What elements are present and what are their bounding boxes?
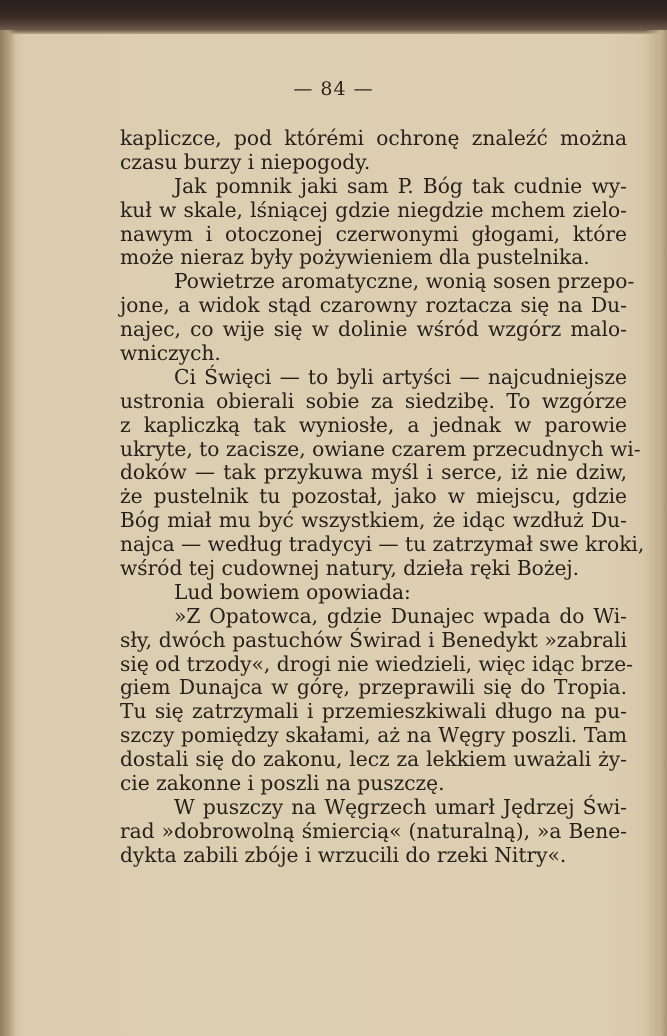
text-line: dykta zabili zbóje i wrzucili do rzeki Nitry«.: [120, 842, 567, 867]
text-line: »Z Opatowca, gdzie Dunajec wpada do Wi-: [174, 603, 627, 628]
page-right-edge: [645, 30, 667, 1036]
text-line: najec, co wije się w dolinie wśród wzgórz malo-: [120, 317, 627, 342]
text-line: że pustelnik tu pozostał, jako w miejscu, gdzie: [120, 484, 627, 509]
text-line: Jak pomnik jaki sam P. Bóg tak cudnie wy-: [174, 173, 627, 198]
text-line: się od trzody«, drogi nie wiedzieli, więc idąc brze-: [120, 651, 633, 676]
text-line: giem Dunajca w górę, przeprawili się do Tropia.: [120, 675, 627, 700]
text-line: dostali się do zakonu, lecz za lekkiem uważali ży-: [120, 747, 627, 772]
page-number: — 84 —: [293, 78, 374, 100]
text-line: jone, a widok stąd czarowny roztacza się na Du-: [120, 293, 627, 318]
text-line: sły, dwóch pastuchów Świrad i Benedykt »zabrali: [120, 627, 627, 652]
text-line: wniczych.: [120, 341, 221, 366]
text-line: Lud bowiem opowiada:: [174, 579, 411, 604]
text-line: kuł w skale, lśniącej gdzie niegdzie mchem zielo-: [120, 197, 627, 222]
text-line: wśród tej cudownej natury, dzieła ręki Bożej.: [120, 556, 580, 581]
page-top-edge: [0, 0, 667, 34]
text-line: najca — według tradycyi — tu zatrzymał swe kroki,: [120, 532, 645, 557]
text-line: kapliczce, pod którémi ochronę znaleźć można: [120, 126, 627, 150]
text-line: czasu burzy i niepogody.: [120, 149, 371, 174]
page-binding-edge: [0, 30, 16, 1036]
text-line: W puszczy na Węgrzech umarł Jędrzej Świ-: [174, 794, 627, 819]
text-line: cie zakonne i poszli na puszczę.: [120, 771, 445, 796]
text-line: doków — tak przykuwa myśl i serce, iż nie dziw,: [120, 460, 627, 485]
text-line: może nieraz były pożywieniem dla pustelnika.: [120, 245, 590, 270]
text-line: szczy pomiędzy skałami, aż na Węgry poszli. Tam: [120, 723, 627, 748]
body-text: [120, 126, 645, 868]
text-line: nawym i otoczonej czerwonymi głogami, które: [120, 221, 627, 246]
text-line: Bóg miał mu być wszystkiem, że idąc wzdłuż Du-: [120, 508, 627, 533]
text-line: ukryte, to zacisze, owiane czarem przecudnych wi-: [120, 436, 641, 461]
text-line: Ci Święci — to byli artyści — najcudniejsze: [174, 364, 627, 389]
text-line: rad »dobrowolną śmiercią« (naturalną), »a Bene-: [120, 818, 627, 843]
text-line: Powietrze aromatyczne, wonią sosen przepo-: [174, 269, 635, 294]
text-line: ustronia obierali sobie za siedzibę. To wzgórze: [120, 388, 627, 413]
text-line: Tu się zatrzymali i przemieszkiwali długo na pu-: [120, 699, 627, 724]
text-line: z kapliczką tak wyniosłe, a jednak w parowie: [120, 412, 627, 437]
